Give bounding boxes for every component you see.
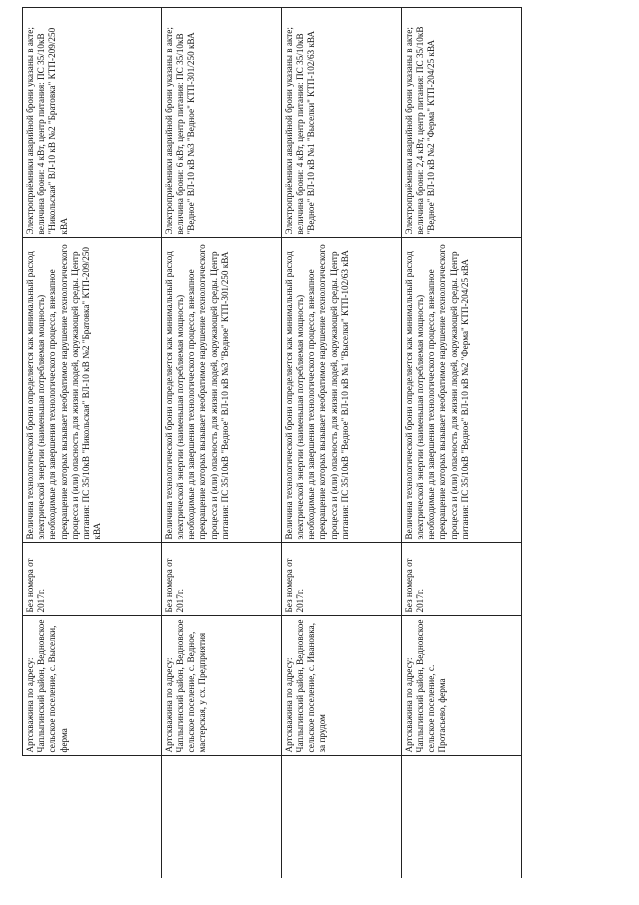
document-number-cell: Без номера от 2017г.	[23, 543, 162, 616]
description-cell: Величина технологической брони определяется как минимальный расход электрической энергии (наименьшая потребляемая мощность) необходимые для завершения технологического процесса, внезапное прекращение которых вызывает необратимое нарушение технологического процесса и (или) опасность для жизни людей, окружающей среды. Центр питания: ПС 35/10кВ "Никольская" ВЛ-10 кВ №2 "Братовка" КТП-209/250 кВА	[23, 238, 162, 543]
table-row	[161, 8, 281, 878]
empty-cell	[161, 756, 281, 878]
description-cell: Величина технологической брони определяется как минимальный расход электрической энергии (наименьшая потребляемая мощность) необходимые для завершения технологического процесса, внезапное прекращение которых вызывает необратимое нарушение технологического процесса и (или) опасность для жизни людей, окружающей среды. Центр питания: ПС 35/10кВ "Ведное" ВЛ-10 кВ №3 "Ведное" КТП-301/250 кВА	[161, 238, 281, 543]
document-number-cell: Без номера от 2017г.	[281, 543, 401, 616]
table-row	[401, 8, 521, 878]
address-cell: Артскважина по адресу: Чаплыгинский район, Ведновское сельское поселение, с. Ведное, мастерская, у сх. Предприятия	[161, 616, 281, 756]
note-cell: Электроприёмники аварийной брони указаны в акте; величина брони: 2,4 кВт, центр питания: ПС 35/10кВ "Ведное" ВЛ-10 кВ №2 "Ферма" КТП-204/25 кВА	[401, 8, 521, 238]
description-cell: Величина технологической брони определяется как минимальный расход электрической энергии (наименьшая потребляемая мощность) необходимые для завершения технологического процесса, внезапное прекращение которых вызывает необратимое нарушение технологического процесса и (или) опасность для жизни людей, окружающей среды. Центр питания: ПС 35/10кВ "Ведное" ВЛ-10 кВ №1 "Выселки" КТП-102/63 кВА	[281, 238, 401, 543]
table-row	[23, 8, 162, 878]
address-cell: Артскважина по адресу: Чаплыгинский район, Ведновское сельское поселение, с. Протасьево, ферма	[401, 616, 521, 756]
note-cell: Электроприёмники аварийной брони указаны в акте; величина брони: 4 кВт, центр питания: ПС 35/10кВ "Ведное" ВЛ-10 кВ №1 "Выселки" КТП-102/63 кВА	[281, 8, 401, 238]
table-row	[281, 8, 401, 878]
description-cell: Величина технологической брони определяется как минимальный расход электрической энергии (наименьшая потребляемая мощность) необходимые для завершения технологического процесса, внезапное прекращение которых вызывает необратимое нарушение технологического процесса и (или) опасность для жизни людей, окружающей среды. Центр питания: ПС 35/10кВ "Ведное" ВЛ-10 кВ №2 "Ферма" КТП-204/25 кВА	[401, 238, 521, 543]
address-cell: Артскважина по адресу: Чаплыгинский район, Ведновское сельское поселение, с. Выселки, ферма	[23, 616, 162, 756]
rotated-table-wrapper	[22, 8, 522, 878]
empty-cell	[401, 756, 521, 878]
document-number-cell: Без номера от 2017г.	[401, 543, 521, 616]
document-number-cell: Без номера от 2017г.	[161, 543, 281, 616]
note-cell: Электроприёмники аварийной брони указаны в акте; величина брони: 4 кВт, центр питания: ПС 35/10кВ "Никольская" ВЛ-10 кВ №2 "Братовка" КТП-209/250 кВА	[23, 8, 162, 238]
note-cell: Электроприёмники аварийной брони указаны в акте; величина брони: 6 кВт, центр питания: ПС 35/10кВ "Ведное" ВЛ-10 кВ №3 "Ведное" КТП-301/250 кВА	[161, 8, 281, 238]
reserve-table	[22, 8, 522, 879]
empty-cell	[23, 756, 162, 878]
empty-cell	[281, 756, 401, 878]
address-cell: Артскважина по адресу: Чаплыгинский район, Ведновское сельское поселение, с. Ивановка, за прудом	[281, 616, 401, 756]
